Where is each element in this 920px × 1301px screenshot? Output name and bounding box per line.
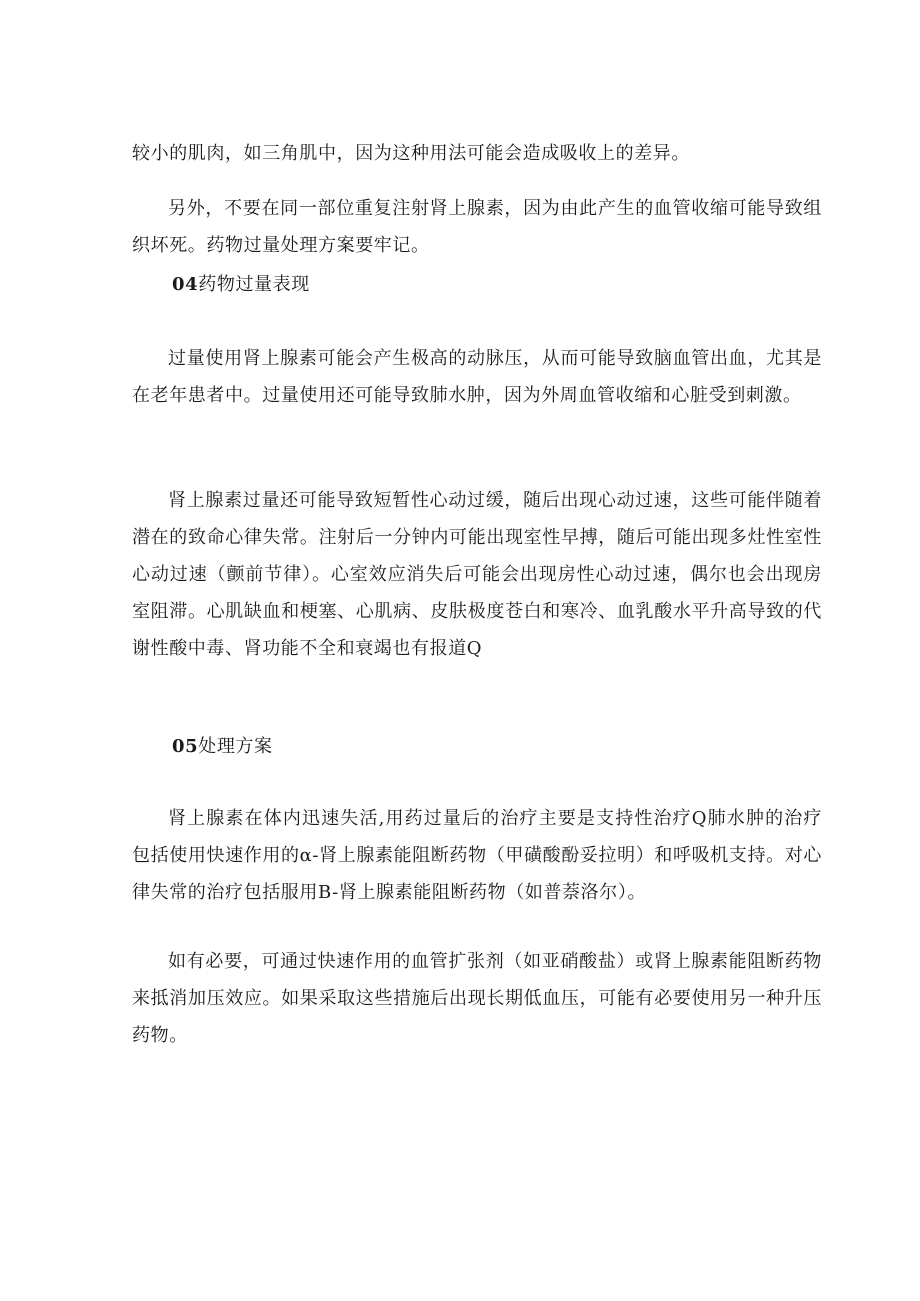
paragraph-absorption-note: 较小的肌肉，如三角肌中，因为这种用法可能会造成吸收上的差异。 xyxy=(132,143,690,164)
section-title: 处理方案 xyxy=(198,736,273,757)
section-title: 药物过量表现 xyxy=(198,274,310,295)
section-number: 04 xyxy=(172,274,199,295)
paragraph-overdose-arrhythmia: 肾上腺素过量还可能导致短暂性心动过缓，随后出现心动过速，这些可能伴随着潜在的致命心律失常。注射后一分钟内可能出现室性早搏，随后可能出现多灶性室性心动过速（颤前节律）。心室效应消失后可能会出现房性心动过速，偶尔也会出现房室阻滞。心肌缺血和梗塞、心肌病、皮肤极度苍白和寒冷、血乳酸水平升高导致的代谢性酸中毒、肾功能不全和衰竭也有报道Q xyxy=(132,490,822,659)
paragraph-treatment: 肾上腺素在体内迅速失活,用药过量后的治疗主要是支持性治疗Q肺水肿的治疗包括使用快速作用的α-肾上腺素能阻断药物（甲磺酸酚妥拉明）和呼吸机支持。对心律失常的治疗包括服用B-肾上腺素能阻断药物（如普萘洛尔）。 xyxy=(132,808,822,903)
paragraph-overdose-pressure: 过量使用肾上腺素可能会产生极高的动脉压，从而可能导致脑血管出血，尤其是在老年患者中。过量使用还可能导致肺水肿，因为外周血管收缩和心脏受到刺激。 xyxy=(132,348,822,406)
paragraph-vasodilator: 如有必要，可通过快速作用的血管扩张剂（如亚硝酸盐）或肾上腺素能阻断药物来抵消加压效应。如果采取这些措施后出现长期低血压，可能有必要使用另一种升压药物。 xyxy=(132,951,822,1046)
paragraph-injection-site: 另外，不要在同一部位重复注射肾上腺素，因为由此产生的血管收缩可能导致组织坏死。药物过量处理方案要牢记。 xyxy=(132,198,822,256)
section-number: 05 xyxy=(172,736,199,757)
section-heading-05 xyxy=(172,728,273,765)
section-heading-04 xyxy=(172,266,310,303)
